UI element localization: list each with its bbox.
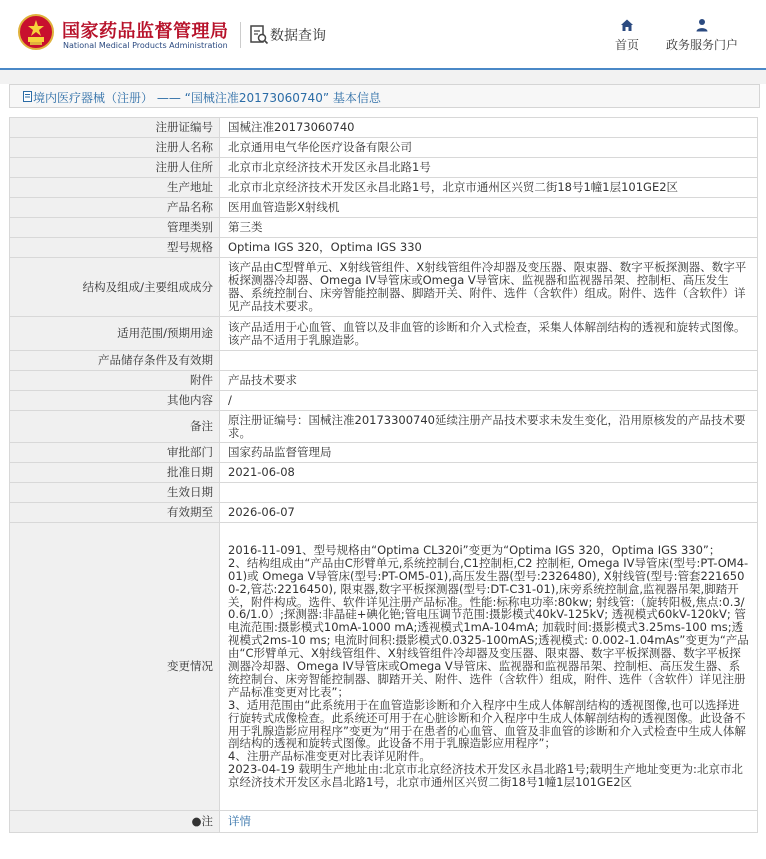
row-label: 结构及组成/主要组成成分: [10, 258, 220, 317]
row-label: 产品储存条件及有效期: [10, 351, 220, 371]
data-query-title[interactable]: 数据查询: [270, 28, 326, 44]
row-value: [220, 811, 758, 833]
row-label: 注册人名称: [10, 138, 220, 158]
row-label: 附件: [10, 371, 220, 391]
row-label: 生产地址: [10, 178, 220, 198]
table-row: [10, 463, 758, 483]
row-label: 审批部门: [10, 443, 220, 463]
row-label: 适用范围/预期用途: [10, 317, 220, 351]
header-gap: [0, 70, 766, 84]
header-divider: [240, 22, 241, 48]
row-value: 北京通用电气华伦医疗设备有限公司: [220, 138, 758, 158]
row-value: /: [220, 391, 758, 411]
row-value: 医用血管造影X射线机: [220, 198, 758, 218]
table-row: [10, 523, 758, 811]
device-info-table: [9, 117, 758, 833]
table-row: [10, 371, 758, 391]
breadcrumb: [9, 84, 760, 108]
row-label: 其他内容: [10, 391, 220, 411]
row-value: 该产品适用于心血管、血管以及非血管的诊断和介入式检查，采集人体解剖结构的透视和旋转式图像。该产品不适用于乳腺造影。: [220, 317, 758, 351]
table-row: [10, 503, 758, 523]
note-bullet-icon: ●: [191, 814, 202, 829]
row-value: 北京市北京经济技术开发区永昌北路1号: [220, 158, 758, 178]
table-row: [10, 118, 758, 138]
site-logo-subtitle: National Medical Products Administration: [63, 41, 228, 50]
nav-gov-portal[interactable]: [663, 18, 741, 53]
national-emblem-icon: [18, 13, 54, 51]
table-row: [10, 238, 758, 258]
row-value: Optima IGS 320，Optima IGS 330: [220, 238, 758, 258]
table-row: [10, 443, 758, 463]
table-row: [10, 317, 758, 351]
row-label: 管理类别: [10, 218, 220, 238]
row-label: 注册证编号: [10, 118, 220, 138]
table-row: [10, 158, 758, 178]
table-row: [10, 218, 758, 238]
table-row: [10, 411, 758, 443]
table-row: [10, 178, 758, 198]
data-search-icon: [249, 24, 269, 45]
note-label: 注: [201, 814, 213, 829]
row-label: 注册人住所: [10, 158, 220, 178]
table-row: [10, 198, 758, 218]
home-icon: [620, 18, 634, 32]
row-value: 2026-06-07: [220, 503, 758, 523]
document-icon: [23, 91, 33, 102]
row-value: 2021-06-08: [220, 463, 758, 483]
nav-home-label: 首页: [614, 38, 639, 52]
row-label: 有效期至: [10, 503, 220, 523]
row-value-change-history: 2016-11-091、型号规格由“Optima CL320i”变更为“Optima IGS 320，Optima IGS 330”； 2、结构组成由“产品由C形臂单元,系统控制台,C1控制柜,C2 控制柜, Omega IV导管床(型号:PT-OM4-01)或 Omega V导管床(型号:PT-OM5-01),高压发生器(型号:2326480), X射线管(型号:管套2216500-2,管芯:2216450), 限束器,数字平板探测器(型号:DT-C31-01),床旁系统控制盒,监视器吊架,脚踏开关，附件构成。选件、软件详见注册产品标准。性能:标称电功率:80kw; 射线管:（旋转阳极,焦点:0.3/0.6/1.0）;探测器:非晶硅+碘化铯;管电压调节范围:摄影模式40kV-125kV; 透视模式60kV-120kV; 管电流范围:摄影模式10mA-1000 mA;透视模式1mA-104mA; 加载时间:摄影模式3.25ms-100 ms;透视模式2ms-10 ms; 电流时间积:摄影模式0.0325-100mAS;透视模式: 0.002-1.04mAs”变更为“产品由“C形臂单元、X射线管组件、X射线管组件冷却器及变压器、限束器、数字平板探测器、数字平板探测器冷却器、Omega IV导管床或Omega V导管床、监视器和监视器吊架、控制柜、高压发生器、系统控制台、床旁智能控制器、脚踏开关、附件、选件（含软件）组成，附件、选件（含软件）详见注册产品标准变更对比表”； 3、适用范围由“此系统用于在血管造影诊断和介入程序中生成人体解剖结构的透视图像,也可以选择进行旋转式成像检查。此系统还可用于在心脏诊断和介入程序中生成人体解剖结构的透视图像。此设备不用于乳腺造影应用程序”变更为“用于在患者的心血管、血管及非血管的诊断和介入式检查中生成人体解剖结构的透视和旋转式图像。此设备不用于乳腺造影应用程序”； 4、注册产品标准变更对比表详见附件。 2023-04-19 载明生产地址由:北京市北京经济技术开发区永昌北路1号;载明生产地址变更为:北京市北京经济技术开发区永昌北路1号，北京市通州区兴贸二街18号1幢1层101GE2区: [220, 523, 758, 811]
nav-home[interactable]: [612, 18, 642, 53]
row-label: 产品名称: [10, 198, 220, 218]
site-logo-title[interactable]: 国家药品监督管理局: [62, 21, 229, 42]
row-label: 批准日期: [10, 463, 220, 483]
row-label-note: [10, 811, 220, 833]
table-row: [10, 258, 758, 317]
row-value: 产品技术要求: [220, 371, 758, 391]
table-row: [10, 138, 758, 158]
table-row: [10, 391, 758, 411]
row-label: 变更情况: [10, 523, 220, 811]
row-value: 该产品由C型臂单元、X射线管组件、X射线管组件冷却器及变压器、限束器、数字平板探测器、数字平板探测器冷却器、Omega IV导管床或Omega V导管床、监视器和监视器吊架、控制柜、高压发生器、系统控制台、床旁智能控制器、脚踏开关、附件、选件（含软件）组成。附件、选件（含软件）详见产品技术要求。: [220, 258, 758, 317]
row-label: 生效日期: [10, 483, 220, 503]
site-header: [0, 0, 766, 70]
row-label: 型号规格: [10, 238, 220, 258]
row-value: 原注册证编号：国械注准20173300740延续注册产品技术要求未发生变化，沿用原核发的产品技术要求。: [220, 411, 758, 443]
row-value: 北京市北京经济技术开发区永昌北路1号，北京市通州区兴贸二街18号1幢1层101GE2区: [220, 178, 758, 198]
table-row: [10, 483, 758, 503]
row-label: 备注: [10, 411, 220, 443]
row-value: 第三类: [220, 218, 758, 238]
row-value: [220, 483, 758, 503]
details-link[interactable]: 详情: [228, 814, 251, 829]
table-row: [10, 811, 758, 833]
row-value: 国家药品监督管理局: [220, 443, 758, 463]
user-icon: [695, 18, 709, 32]
breadcrumb-text[interactable]: 境内医疗器械（注册） —— “国械注准20173060740” 基本信息: [33, 91, 381, 105]
row-value: [220, 351, 758, 371]
row-value: 国械注准20173060740: [220, 118, 758, 138]
nav-gov-label: 政务服务门户: [665, 38, 738, 52]
table-row: [10, 351, 758, 371]
